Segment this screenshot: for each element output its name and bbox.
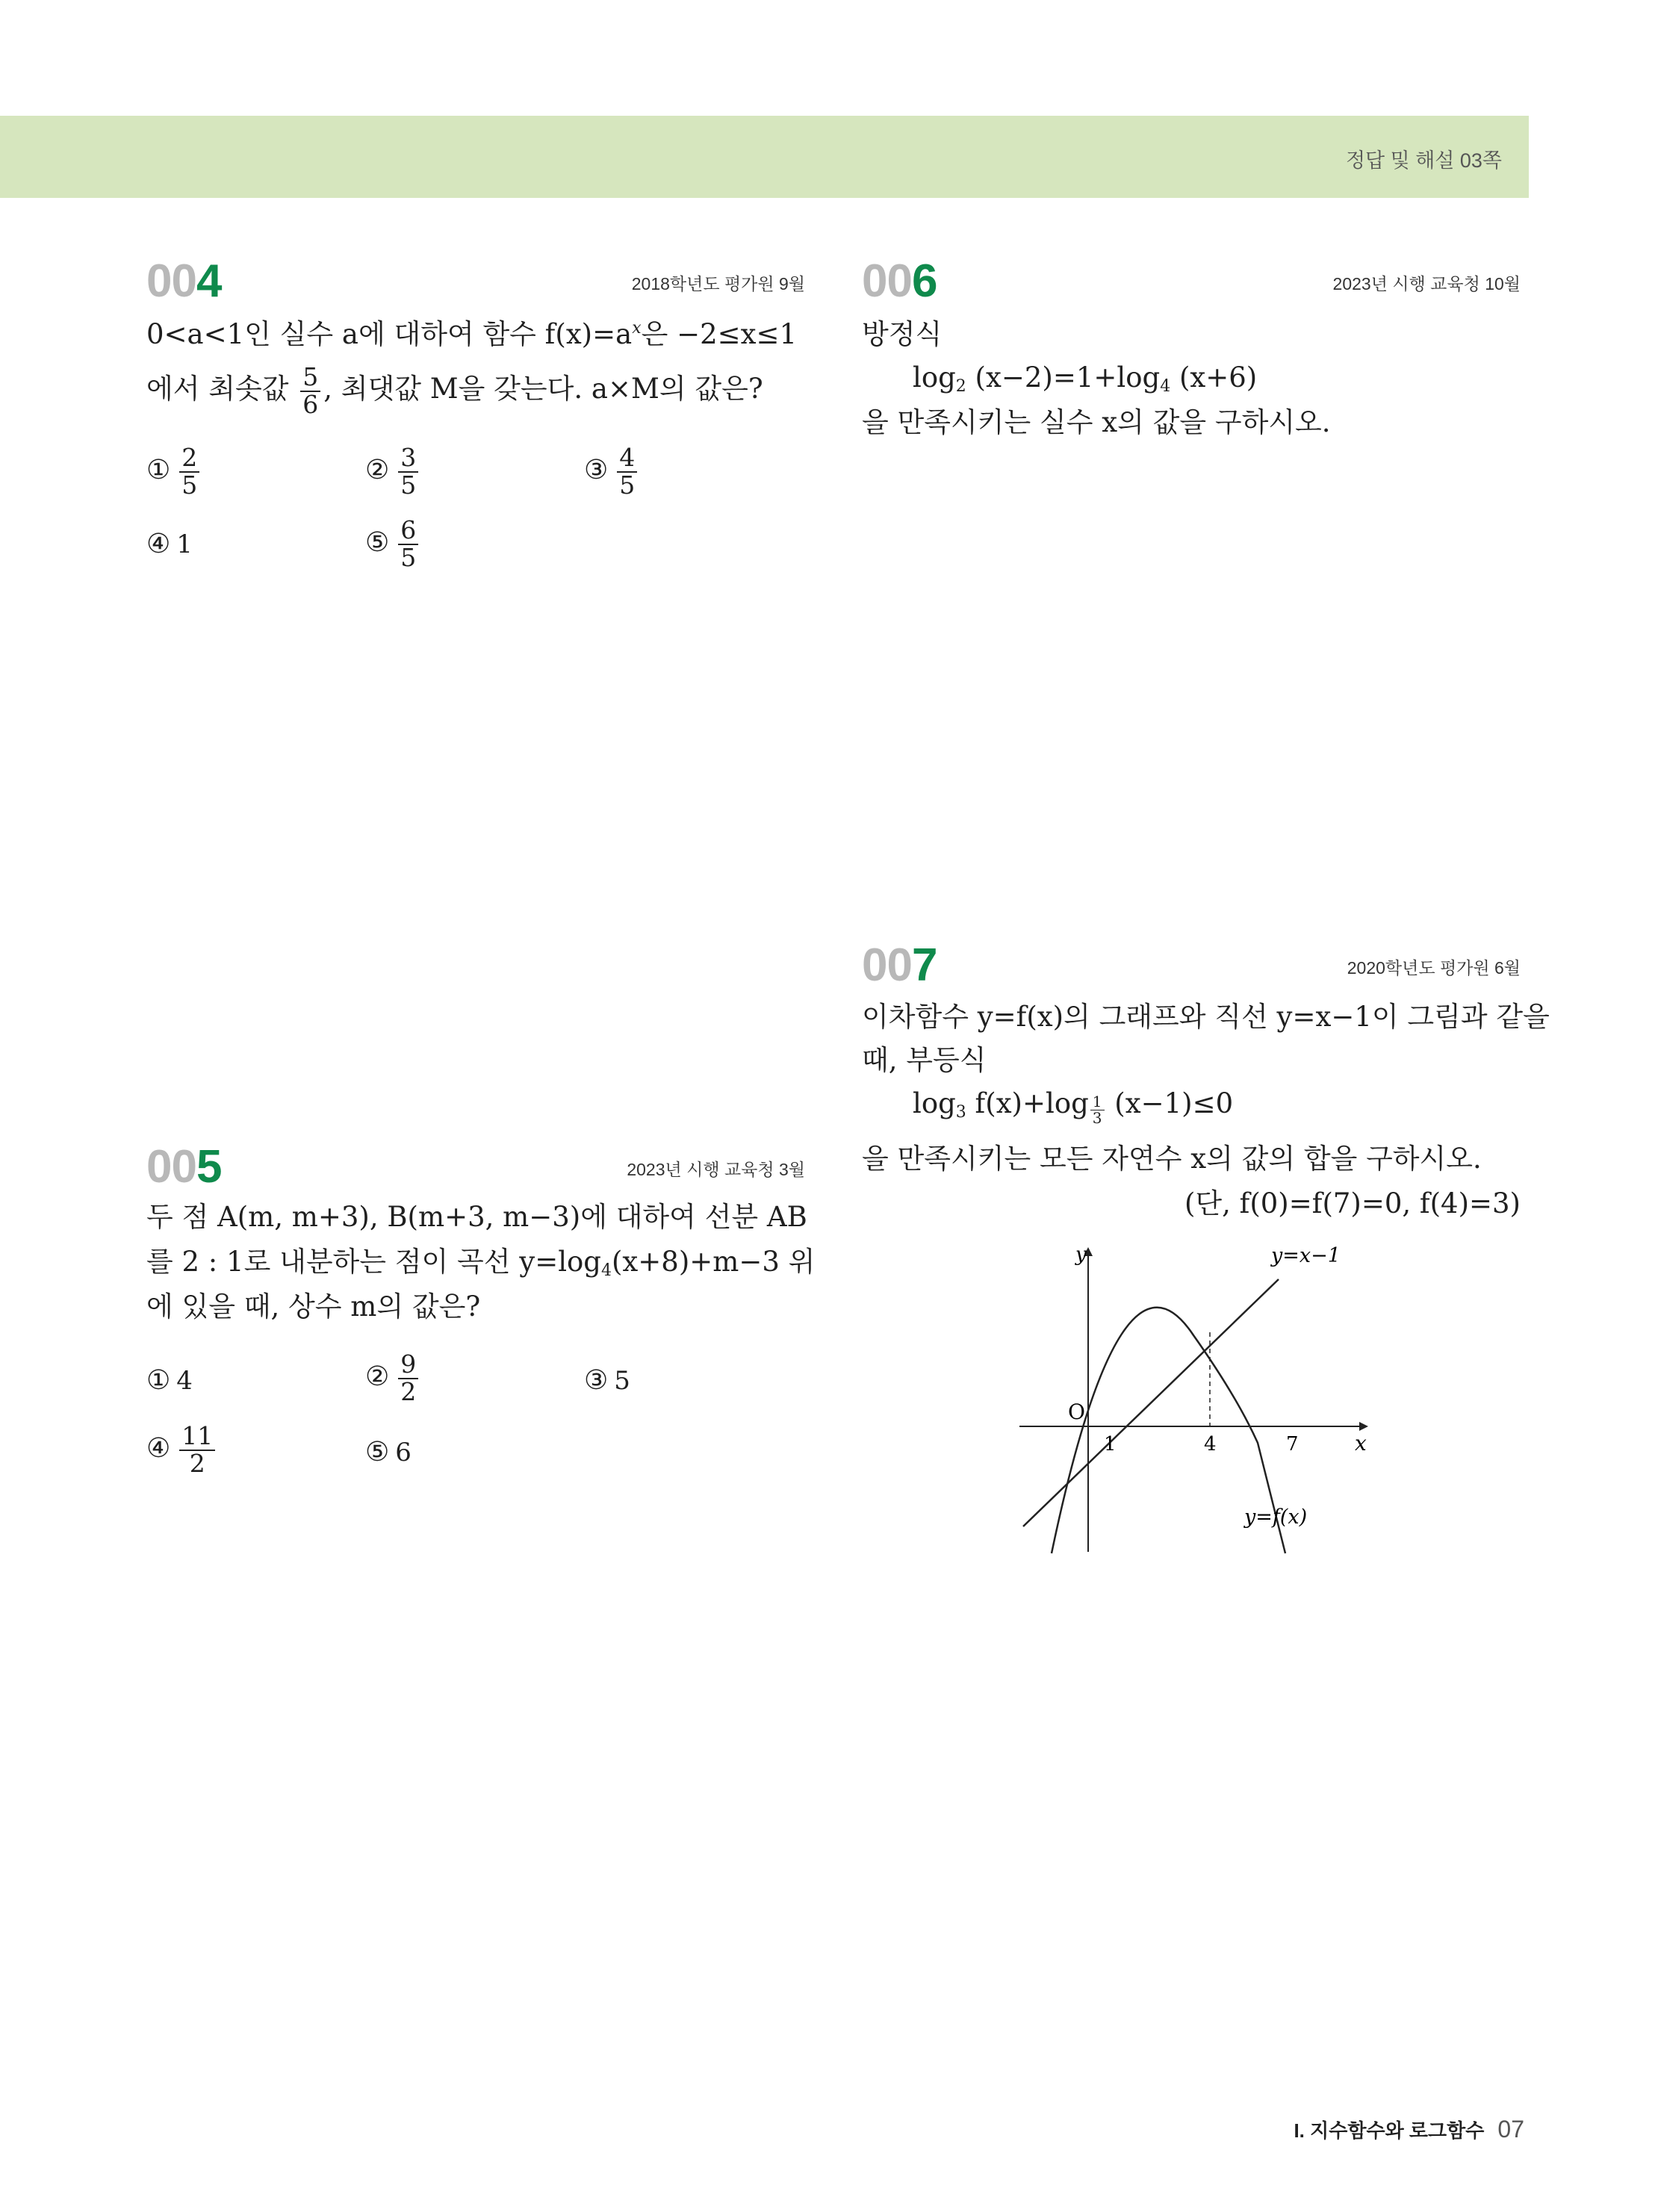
problem-number-004: 004 bbox=[146, 255, 222, 307]
choice-005-4[interactable]: ④ $\frac{11}{2}$ bbox=[146, 1423, 218, 1476]
problem-source-007: 2020학년도 평가원 6월 bbox=[1347, 958, 1521, 978]
choice-004-4[interactable]: ④ 1 bbox=[146, 529, 193, 559]
problem-006-equation: $\log_2 (x-2)=1+\log_4$ (x+6) bbox=[913, 361, 1258, 396]
choice-005-1[interactable]: ① 4 bbox=[146, 1365, 193, 1396]
choice-004-5[interactable]: ⑤ $\frac{6}{5}$ bbox=[365, 518, 421, 571]
page-number: 07 bbox=[1497, 2116, 1524, 2143]
label-origin: O bbox=[1068, 1399, 1085, 1424]
choice-005-5[interactable]: ⑤ 6 bbox=[365, 1437, 412, 1467]
problem-007-condition: (단, f(0)=f(7)=0, f(4)=3) bbox=[1184, 1187, 1521, 1220]
choice-005-2[interactable]: ② $\frac{9}{2}$ bbox=[365, 1352, 421, 1405]
problem-007-line-4: 을 만족시키는 모든 자연수 x의 값의 합을 구하시오. bbox=[862, 1143, 1482, 1175]
choice-005-3[interactable]: ③ 5 bbox=[584, 1365, 630, 1396]
page-footer bbox=[1294, 2116, 1524, 2143]
choice-004-3[interactable]: ③ $\frac{4}{5}$ bbox=[584, 445, 640, 498]
line-y-eq-x-minus-1 bbox=[1023, 1279, 1279, 1526]
problem-005-line-2: 를 2 : 1로 내분하는 점이 곡선 $y=\log_4(x+8)+m-3$ 위 bbox=[146, 1246, 816, 1280]
problem-004-line-1: 0<a<1인 실수 a에 대하여 함수 $f(x)=a^x$은 −2≤x≤1 bbox=[146, 318, 798, 350]
problem-007-inequality: $\log_3 f(x)+\log$ $\frac{1}{3}$ (x−1)≤0 bbox=[913, 1087, 1234, 1127]
x-axis-arrow bbox=[1359, 1422, 1368, 1431]
chapter-title: I. 지수함수와 로그함수 bbox=[1294, 2119, 1485, 2142]
label-y: y bbox=[1075, 1243, 1087, 1266]
problem-005-line-3: 에 있을 때, 상수 m의 값은? bbox=[146, 1290, 481, 1323]
label-line: y=x−1 bbox=[1271, 1244, 1341, 1267]
problem-004-line-2: 에서 최솟값 $\frac{5}{6}$ , 최댓값 M을 갖는다. a×M의 값은? bbox=[146, 362, 763, 419]
problem-source-005: 2023년 시행 교육청 3월 bbox=[627, 1160, 805, 1179]
choice-004-2[interactable]: ② $\frac{3}{5}$ bbox=[365, 445, 421, 498]
label-x: x bbox=[1355, 1431, 1367, 1455]
problem-source-004: 2018학년도 평가원 9월 bbox=[631, 274, 805, 293]
label-curve: y=f(x) bbox=[1244, 1506, 1308, 1529]
problem-007-line-1: 이차함수 y=f(x)의 그래프와 직선 y=x−1이 그림과 같을 bbox=[862, 1001, 1550, 1033]
problem-number-006: 006 bbox=[862, 255, 937, 307]
problem-006-line-3: 을 만족시키는 실수 x의 값을 구하시오. bbox=[862, 406, 1331, 438]
answer-reference: 정답 및 해설 03쪽 bbox=[1345, 149, 1502, 172]
problem-007-line-2: 때, 부등식 bbox=[862, 1044, 987, 1076]
problem-007-graph bbox=[1001, 1240, 1389, 1561]
min-value-fraction: $\frac{5}{6}$ bbox=[300, 364, 320, 417]
problem-source-006: 2023년 시행 교육청 10월 bbox=[1332, 274, 1521, 293]
tick-1: 1 bbox=[1104, 1433, 1117, 1455]
choice-004-1[interactable]: ① $\frac{2}{5}$ bbox=[146, 445, 202, 498]
tick-7: 7 bbox=[1286, 1433, 1299, 1455]
header-banner bbox=[0, 116, 1529, 198]
tick-4: 4 bbox=[1204, 1433, 1217, 1455]
problem-006-line-1: 방정식 bbox=[862, 318, 943, 350]
problem-number-007: 007 bbox=[862, 939, 937, 991]
problem-005-line-1: 두 점 A(m, m+3), B(m+3, m−3)에 대하여 선분 AB bbox=[146, 1201, 807, 1233]
problem-number-005: 005 bbox=[146, 1141, 222, 1193]
